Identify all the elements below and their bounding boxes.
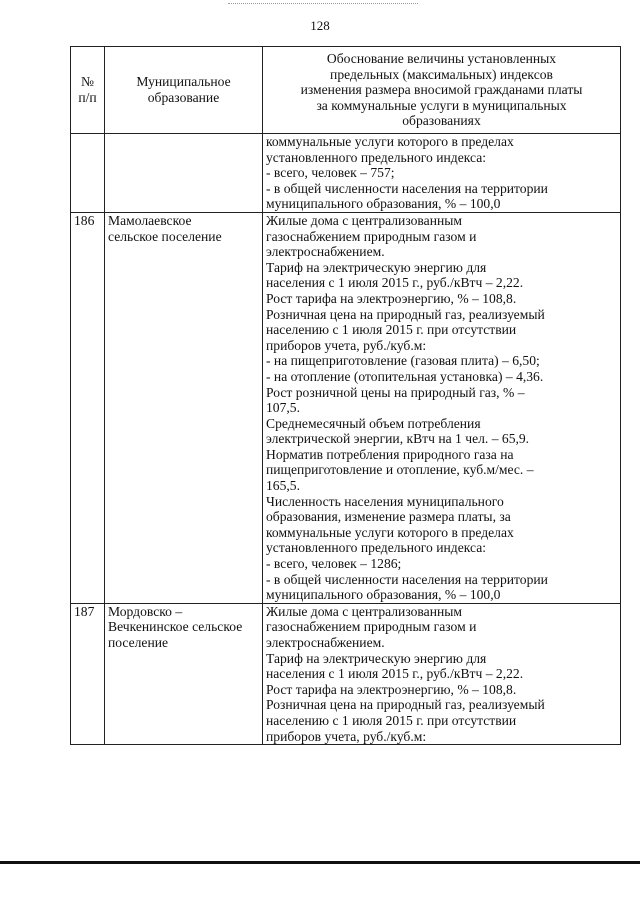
row-num [71, 134, 105, 213]
text-line: сельское поселение [108, 228, 222, 244]
text-line: за коммунальные услуги в муниципальных [316, 97, 567, 113]
text-line: населения с 1 июля 2015 г., руб./кВтч – 2,22. [266, 275, 524, 291]
text-line: № [81, 74, 94, 90]
text-line: Рост тарифа на электроэнергию, % – 108,8. [266, 681, 517, 697]
text-line: Жилые дома с централизованным [266, 603, 462, 619]
text-line: Обоснование величины установленных [326, 51, 557, 67]
text-line: изменения размера вносимой гражданами платы [300, 82, 583, 98]
text-line: Рост розничной цены на природный газ, % – [266, 384, 525, 400]
text-line: приборов учета, руб./куб.м: [266, 728, 427, 744]
text-line: Мамолаевское [108, 212, 192, 228]
text-line: Розничная цена на природный газ, реализуемый [266, 306, 545, 322]
text-line: муниципального образования, % – 100,0 [266, 587, 501, 603]
text-line: электрической энергии, кВтч на 1 чел. – 65,9. [266, 431, 530, 447]
text-line: коммунальные услуги которого в пределах [266, 134, 514, 149]
text-line: населению с 1 июля 2015 г. при отсутствии [266, 712, 517, 728]
scan-artifact-line [228, 3, 418, 5]
text-line: - на отопление (отопительная установка) – 4,36. [266, 368, 544, 384]
text-line: установленного предельного индекса: [266, 149, 487, 165]
text-line: - всего, человек – 1286; [266, 556, 402, 572]
text-line: образованиях [402, 113, 481, 129]
text-line: Среднемесячный объем потребления [266, 415, 481, 431]
text-line: установленного предельного индекса: [266, 540, 487, 556]
header-num [71, 47, 105, 134]
text-line: Тариф на электрическую энергию для [266, 650, 487, 666]
text-line: пищеприготовление и отопление, куб.м/мес. – [266, 462, 534, 478]
text-line: электроснабжением. [266, 244, 385, 260]
table-row [71, 212, 621, 603]
header-justification [263, 47, 621, 134]
text-line: образование [147, 90, 220, 105]
text-line: Тариф на электрическую энергию для [266, 259, 487, 275]
text-line: населения с 1 июля 2015 г., руб./кВтч – 2,22. [266, 666, 524, 682]
table-header-row [71, 47, 621, 134]
text-line: Жилые дома с централизованным [266, 212, 462, 228]
page-number: 128 [310, 18, 330, 33]
page-bottom-rule [0, 861, 640, 864]
text-line: Розничная цена на природный газ, реализуемый [266, 697, 545, 713]
header-municipality [105, 47, 263, 134]
text-line: образования, изменение размера платы, за [266, 509, 511, 525]
row-municipality [105, 134, 263, 213]
text-line: - всего, человек – 757; [266, 165, 395, 181]
row-municipality [105, 603, 263, 744]
text-line: - на пищеприготовление (газовая плита) – 6,50; [266, 353, 540, 369]
row-num: 187 [71, 603, 105, 744]
row-justification [263, 212, 621, 603]
row-justification [263, 603, 621, 744]
tariff-justification-table [70, 46, 621, 745]
table-row [71, 603, 621, 744]
text-line: газоснабжением природным газом и [266, 619, 477, 635]
row-municipality [105, 212, 263, 603]
text-line: Норматив потребления природного газа на [266, 446, 514, 462]
text-line: Вечкенинское сельское [108, 619, 243, 635]
text-line: Муниципальное [136, 74, 231, 90]
text-line: Рост тарифа на электроэнергию, % – 108,8. [266, 290, 517, 306]
text-line: - в общей численности населения на территории [266, 571, 548, 587]
text-line: Мордовско – [108, 603, 183, 619]
text-line: муниципального образования, % – 100,0 [266, 196, 501, 212]
table-row [71, 134, 621, 213]
text-line: приборов учета, руб./куб.м: [266, 337, 427, 353]
text-line: п/п [78, 90, 97, 105]
row-justification [263, 134, 621, 213]
text-line: коммунальные услуги которого в пределах [266, 524, 514, 540]
text-line: - в общей численности населения на территории [266, 180, 548, 196]
row-num: 186 [71, 212, 105, 603]
text-line: газоснабжением природным газом и [266, 228, 477, 244]
text-line: 107,5. [266, 400, 300, 416]
text-line: электроснабжением. [266, 635, 385, 650]
text-line: Численность населения муниципального [266, 493, 504, 509]
text-line: предельных (максимальных) индексов [330, 66, 553, 82]
text-line: 165,5. [266, 478, 300, 494]
text-line: поселение [108, 635, 169, 650]
text-line: населению с 1 июля 2015 г. при отсутствии [266, 322, 517, 338]
